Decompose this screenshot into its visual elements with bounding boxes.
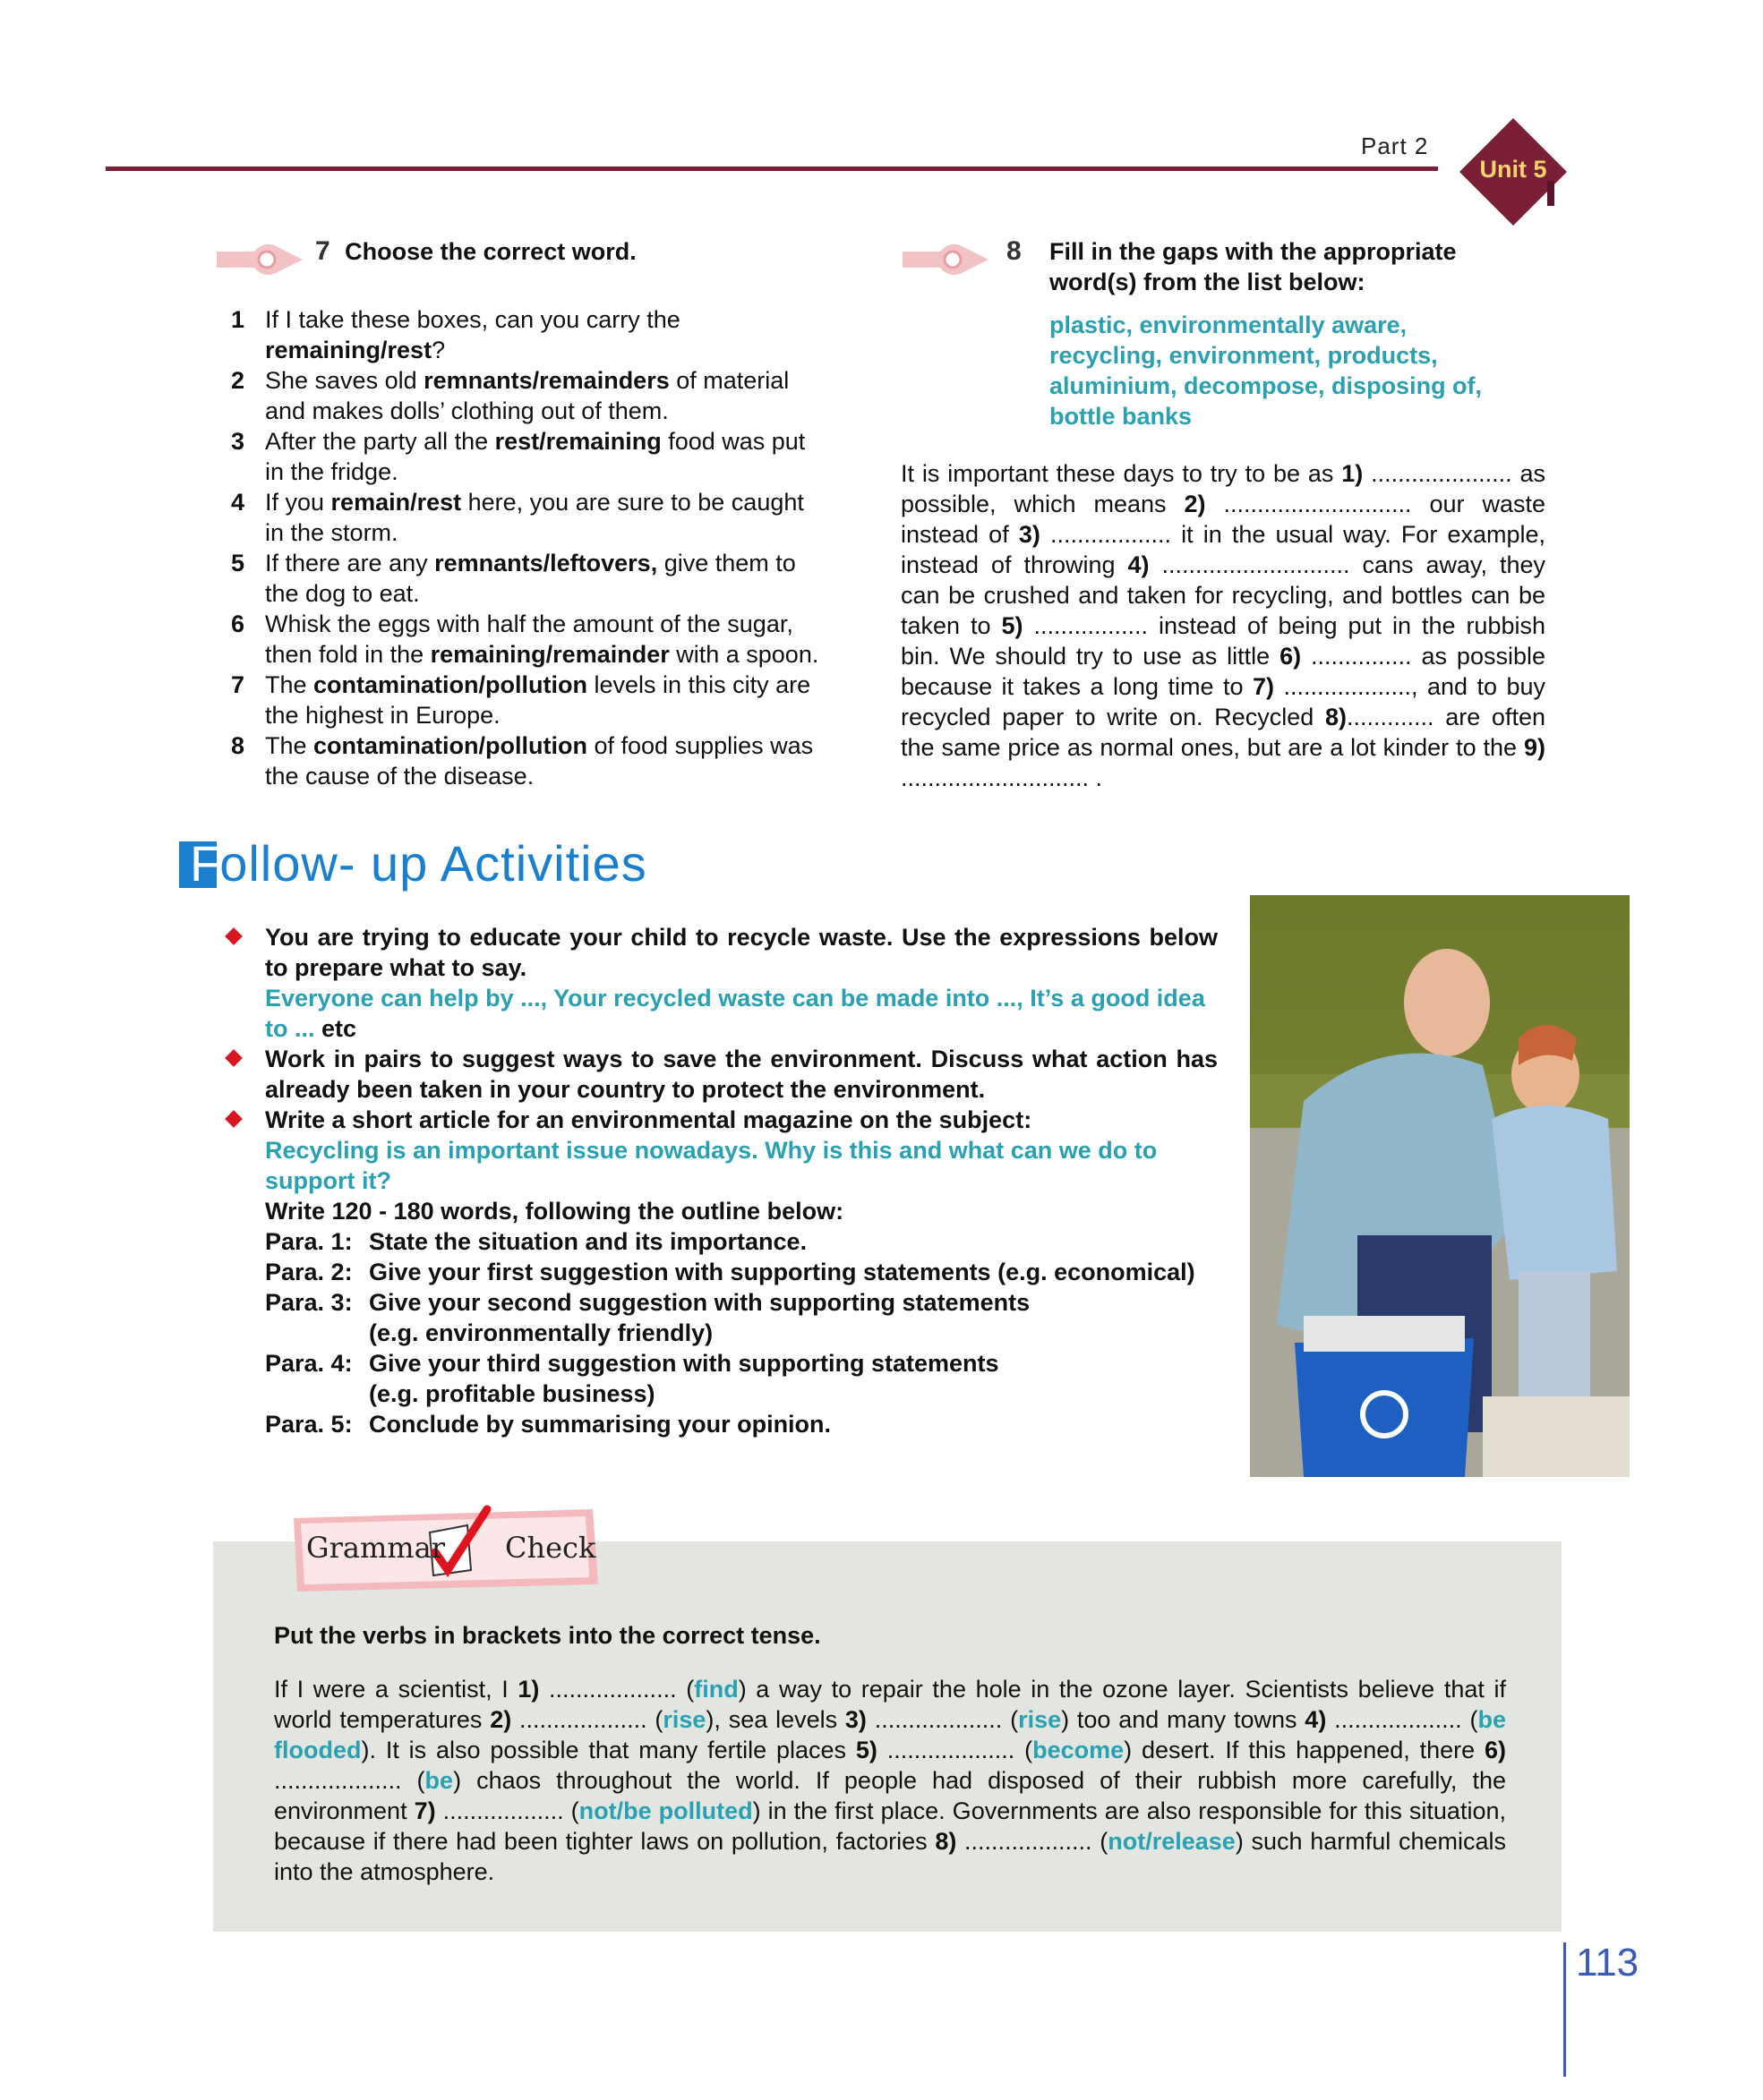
outline-row: Para. 2: Give your first suggestion with supporting statements (e.g. economical) (265, 1259, 1195, 1285)
diamond-bullet-icon (225, 1110, 243, 1128)
outline-row: Para. 1: State the situation and its importance. (265, 1228, 808, 1255)
list-item: 7 The contamination/pollution levels in this city are the highest in Europe. (231, 671, 811, 729)
page-number-rule (1563, 1942, 1566, 2077)
ex7-list (231, 304, 858, 791)
list-item: 6 Whisk the eggs with half the amount of the sugar, then fold in the remaining/remainder with a spoon. (231, 610, 819, 668)
list-item: 5 If there are any remnants/leftovers, give them to the dog to eat. (231, 550, 796, 607)
page-number: 113 (1576, 1941, 1639, 1985)
pencil-arrow-icon (215, 237, 304, 282)
list-item: 4 If you remain/rest here, you are sure to be caught in the storm. (231, 489, 804, 546)
ex8-instruction: Fill in the gaps with the appropriate word(s) from the list below: (1049, 238, 1457, 295)
activity-item: Work in pairs to suggest ways to save the environment. Discuss what action has already been taken in your country to protect the environment. (224, 1044, 1218, 1105)
ex7-instruction: Choose the correct word. (345, 238, 637, 265)
grammar-task: Put the verbs in brackets into the correct tense. (274, 1622, 821, 1649)
ex8-number: 8 (1006, 236, 1022, 266)
list-item: 3 After the party all the rest/remaining food was put in the fridge. (231, 428, 806, 485)
activity-item: Write a short article for an environmental magazine on the subject: Recycling is an important issue nowadays. Why is this and what can we do to support it? Write 120 - 180 words, following the outline below: Para. 1: State the situation and its importance. Para. 2: Give your first suggestion with supporting statements (e.g. economical) Para. 3: Give your second suggestion with supporting statements (e.g. environmentally friendly) Para. 4: Give your third suggestion with supporting statements (e.g. profitable business) Para. 5: Conclude by summarising your opinion. (224, 1105, 1218, 1439)
pencil-arrow-icon (901, 237, 990, 282)
grammar-tag-right: Check (505, 1531, 596, 1565)
outline-row: Para. 3: Give your second suggestion with supporting statements (265, 1289, 1031, 1316)
activity-item: You are trying to educate your child to recycle waste. Use the expressions below to prepare what to say. Everyone can help by ..., Your recycled waste can be made into ..., It’s a good idea to ... etc (224, 922, 1218, 1044)
recycling-photo (1250, 895, 1630, 1477)
outline-row: Para. 4: Give your third suggestion with supporting statements (265, 1350, 999, 1377)
outline-row: (e.g. profitable business) (369, 1380, 655, 1407)
ex8-gap-text: It is important these days to try to be as 1) ..................... as possible, which means 2) ............................ our waste instead of 3) .................. it in the usual way. For example, instead of throwing 4) ............................ cans away, they can be crushed and taken for recycling, and bottles can be taken to 5) ................. instead of being put in the rubbish bin. We should try to use as little 6) ............... as possible because it takes a long time to 7) ..................., and to buy recycled paper to write on. Recycled 8)............. are often the same price as normal ones, but are a lot kinder to the 9) ............................ . (901, 460, 1545, 791)
list-item: 1 If I take these boxes, can you carry the remaining/rest? (231, 306, 680, 363)
ex8-word-list: plastic, environmentally aware, recycling, environment, products, aluminium, decompose, disposing of, bottle banks (1049, 312, 1483, 430)
diamond-bullet-icon (225, 1049, 243, 1067)
ex7-number: 7 (315, 236, 330, 266)
ex7-heading (315, 236, 637, 267)
outline-row: Para. 5: Conclude by summarising your opinion. (265, 1411, 832, 1438)
list-item: 8 The contamination/pollution of food supplies was the cause of the disease. (231, 732, 814, 790)
section-title: Follow- up Activities (190, 835, 647, 892)
part-label: Part 2 (1361, 132, 1429, 159)
grammar-gap-text: If I were a scientist, I 1) ................... (find) a way to repair the hole in the ozone layer. Scientists believe that if world temperatures 2) ................... (rise), sea levels 3) ................... (rise) too and many towns 4) ................... (be flooded). It is also possible that many fertile places 5) ................... (become) desert. If this happened, there 6) ................... (be) chaos throughout the world. If people had disposed of their rubbish more carefully, the environment 7) .................. (not/be polluted) in the first place. Governments are also responsible for this situation, because if there had been tighter laws on pollution, factories 8) ................... (not/release) such harmful chemicals into the atmosphere. (274, 1676, 1507, 1885)
grammar-tag-left: Grammar (306, 1531, 445, 1565)
diamond-bullet-icon (225, 927, 243, 945)
outline-row: (e.g. environmentally friendly) (369, 1319, 714, 1346)
list-item: 2 She saves old remnants/remainders of material and makes dolls’ clothing out of them. (231, 367, 790, 424)
unit-label: Unit 5 (1479, 156, 1547, 183)
followup-activities (224, 922, 1218, 1439)
header-rule (106, 166, 1438, 171)
